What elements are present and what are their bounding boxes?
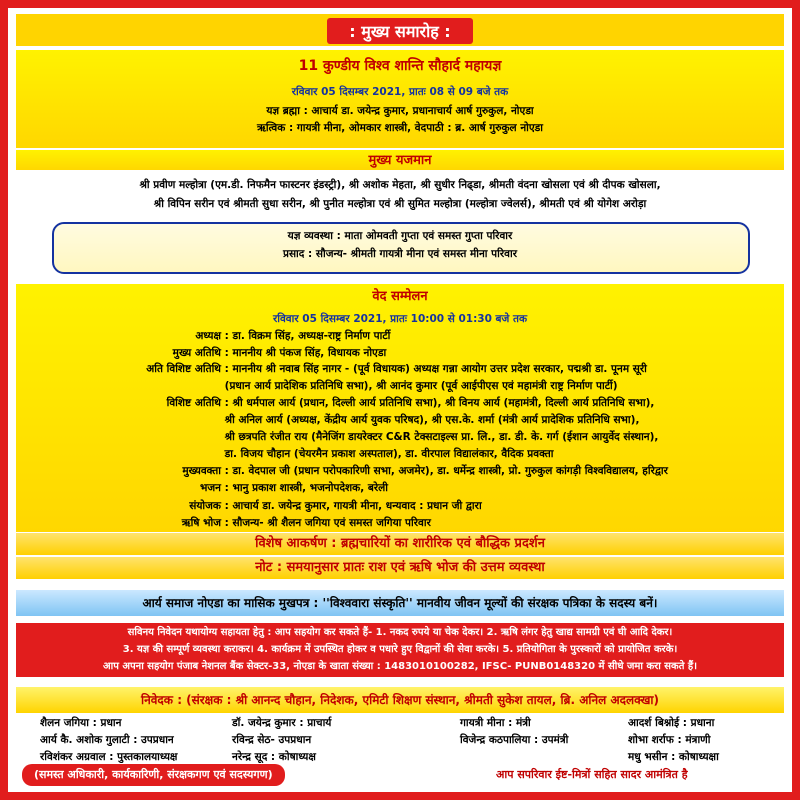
yajna-brahma-value: आचार्य डा. जयेन्द्र कुमार, प्रधानाचार्य आर्ष गुरुकुल, नोएडा: [311, 105, 534, 117]
ved-line: [16, 498, 784, 515]
ved-line-separator: :: [221, 330, 233, 342]
ved-line-value: आचार्य डा. जयेन्द्र कुमार, गायत्री मीना, धन्यवाद : प्रधान जी द्वारा: [232, 500, 482, 512]
note-strip: नोट : समयानुसार प्रातः राश एवं ऋषि भोज की उत्तम व्यवस्था: [16, 557, 784, 579]
yajna-date: रविवार 05 दिसम्बर 2021, प्रातः 08 से 09 बजे तक: [291, 86, 509, 98]
ved-line-value: डा. वेदपाल जी (प्रधान परोपकारिणी सभा, अजमेर), डा. धर्मेन्द्र शास्त्री, प्रो. गुरुकुल कांगड़ी विश्वविद्यालय, हरिद्वार: [232, 465, 668, 477]
arrangement-prasad-value: सौजन्य- श्रीमती गायत्री मीना एवं समस्त मीना परिवार: [315, 248, 518, 260]
ved-line-value: माननीय श्री पंकज सिंह, विधायक नोएडा: [232, 347, 387, 359]
yajna-ritvik-label: ऋत्विक: [256, 122, 286, 134]
ved-line-separator: :: [221, 397, 233, 409]
ved-line: [16, 378, 784, 395]
ved-line: [16, 345, 784, 362]
officer-entry: शोभा शर्राफ : मंत्राणी: [628, 734, 711, 746]
attraction-value: ब्रह्मचारियों का शारीरिक एवं बौद्धिक प्रदर्शन: [341, 536, 545, 551]
ved-line-label: संयोजक: [189, 500, 221, 512]
officer-entry: शैलन जगिया : प्रधान: [40, 717, 122, 729]
ved-line-label: अध्यक्ष: [195, 330, 221, 342]
ved-line-label: मुख्यवक्ता: [182, 465, 221, 477]
yajman-line-1: श्री प्रवीण मल्होत्रा (एम.डी. निफमैन फास्टनर इंडस्ट्री), श्री अशोक मेहता, श्री सुधीर निढ्डा, श्रीमती वंदना खोसला एवं श्री दीपक खोसला,: [139, 179, 661, 191]
ved-line: [16, 395, 784, 412]
ved-line: [16, 429, 784, 446]
ved-line: [16, 328, 784, 345]
ved-line-value: डा. विजय चौहान (चेयरमैन प्रकाश अस्पताल), डा. वीरपाल विद्यालंकार, वैदिक प्रवक्ता: [224, 448, 554, 460]
ved-line-value: भानु प्रकाश शास्त्री, भजनोपदेशक, बरेली: [232, 482, 388, 494]
footer-left-pill: (समस्त अधिकारी, कार्यकारिणी, संरक्षकगण एवं सदस्यगण): [22, 764, 285, 786]
ved-line: [16, 515, 784, 532]
ved-line: [16, 463, 784, 480]
officer-entry: आदर्श बिश्नोई : प्रधाना: [628, 717, 715, 729]
magazine-strip: आर्य समाज नोएडा का मासिक मुखपत्र : ''विश्ववारा संस्कृति'' मानवीय जीवन मूल्यों की संरक्षक पत्रिका के सदस्य बनें।: [16, 590, 784, 616]
arrangement-prasad-label: प्रसाद: [282, 248, 305, 260]
officer-entry: आर्य कै. अशोक गुलाटी : उपप्रधान: [40, 734, 174, 746]
officer-entry: रविन्द्र सेठ- उपप्रधान: [232, 734, 312, 746]
appeal-line-3: आप अपना सहयोग पंजाब नेशनल बैंक सेक्टर-33, नोएडा के खाता संख्या : 1483010100282, IFSC- PUNB0148320 में सीधे जमा करा सकते हैं।: [102, 661, 698, 672]
ved-line-separator: :: [221, 517, 233, 529]
ved-line-separator: :: [221, 500, 233, 512]
main-ceremony-header: [16, 14, 784, 46]
yajna-brahma-label: यज्ञ ब्रह्मा: [266, 105, 300, 117]
nivedak-strip: निवेदक : (संरक्षक : श्री आनन्द चौहान, निदेशक, एमिटी शिक्षण संस्थान, श्रीमती सुकेश तायल, ब्रि. अनिल अदलक्खा): [16, 687, 784, 713]
ved-line: [16, 480, 784, 497]
note-label: नोट: [255, 560, 273, 575]
officer-entry: गायत्री मीना : मंत्री: [460, 717, 531, 729]
arrangement-vyavastha-line: यज्ञ व्यवस्था : माता ओमवती गुप्ता एवं समस्त गुप्ता परिवार: [287, 230, 513, 242]
yajman-title: मुख्य यजमान: [368, 153, 432, 168]
ved-line: [16, 361, 784, 378]
arrangement-vyavastha-value: माता ओमवती गुप्ता एवं समस्त गुप्ता परिवार: [344, 230, 513, 242]
officer-entry: विजेन्द्र कठपालिया : उपमंत्री: [460, 734, 569, 746]
ved-line-value: सौजन्य- श्री शैलन जगिया एवं समस्त जगिया परिवार: [232, 517, 431, 529]
ved-line-value: श्री छत्रपति रंजीत राय (मैनेजिंग डायरेक्टर C&R टेक्सटाइल्स प्रा. लि., डा. डी. के. गर्ग (ईशान आयुर्वेद संस्थान),: [224, 431, 659, 443]
ved-line-value: श्री धर्मपाल आर्य (प्रधान, दिल्ली आर्य प्रतिनिधि सभा), श्री विनय आर्य (महामंत्री, दिल्ली आर्य प्रतिनिधि सभा),: [232, 397, 655, 409]
invitation-content: [16, 14, 784, 786]
ved-line: [16, 412, 784, 429]
ved-line-separator: :: [221, 482, 233, 494]
ved-line-label: ऋषि भोज: [181, 517, 221, 529]
ved-line-label: भजन: [200, 482, 221, 494]
yajna-title: 11 कुण्डीय विश्व शान्ति सौहार्द महायज्ञ: [298, 58, 502, 74]
officer-entry: मधु भसीन : कोषाध्यक्षा: [628, 751, 719, 763]
yajna-ritvik-value: गायत्री मीना, ओमकार शास्त्री, वेदपाठी : ब्र. आर्ष गुरुकुल नोएडा: [296, 122, 544, 134]
footer-right-text: आप सपरिवार ईष्ट-मित्रों सहित सादर आमंत्रित है: [484, 764, 700, 786]
ved-line: [16, 446, 784, 463]
ved-title: वेद सम्मेलन: [372, 289, 428, 304]
ved-line-value: डा. विक्रम सिंह, अध्यक्ष-राष्ट्र निर्माण पार्टी: [232, 330, 391, 342]
note-value: समयानुसार प्रातः राश एवं ऋषि भोज की उत्तम व्यवस्था: [286, 560, 545, 575]
appeal-line-1: सविनय निवेदन यथायोग्य सहायता हेतु : आप सहयोग कर सकते हैं- 1. नकद रुपये या चेक देकर। 2. ऋषि लंगर हेतु खाद्य सामग्री एवं घी आदि देकर।: [127, 627, 673, 638]
ved-date: रविवार 05 दिसम्बर 2021, प्रातः 10:00 से 01:30 बजे तक: [272, 313, 528, 325]
arrangement-prasad-line: प्रसाद : सौजन्य- श्रीमती गायत्री मीना एवं समस्त मीना परिवार: [282, 248, 518, 260]
ved-line-label: मुख्य अतिथि: [172, 347, 221, 359]
officer-entry: रविशंकर अग्रवाल : पुस्तकालयाध्यक्ष: [40, 751, 178, 763]
ved-line-label: विशिष्ट अतिथि: [166, 397, 221, 409]
appeal-line-2: 3. यज्ञ की सम्पूर्ण व्यवस्था कराकर। 4. कार्यक्रम में उपस्थित होकर व पधारे हुए विद्वानों की सेवा करके। 5. प्रतियोगिता के पुरस्कारों को प्रायोजित करके।: [122, 644, 678, 655]
ved-line-label: अति विशिष्ट अतिथि: [146, 363, 221, 375]
ved-line-value: श्री अनिल आर्य (अध्यक्ष, केंद्रीय आर्य युवक परिषद), श्री एस.के. शर्मा (मंत्री आर्य प्रादेशिक प्रतिनिधि सभा),: [224, 414, 640, 426]
ved-line-value: माननीय श्री नवाब सिंह नागर - (पूर्व विधायक) अध्यक्ष गन्ना आयोग उत्तर प्रदेश सरकार, पद्मश्री डा. पूनम सूरी: [232, 363, 647, 375]
attraction-label: विशेष आकर्षण: [255, 536, 327, 551]
yajman-line-2: श्री विपिन सरीन एवं श्रीमती सुधा सरीन, श्री पुनीत मल्होत्रा एवं श्री सुमित मल्होत्रा (मल्होत्रा ज्वेलर्स), श्रीमती एवं श्री योगेश अरोड़ा: [153, 198, 647, 210]
officer-entry: नरेन्द्र सूद : कोषाध्यक्ष: [232, 751, 316, 763]
main-ceremony-title: : मुख्य समारोह :: [327, 18, 472, 44]
officer-entry: डॉ. जयेन्द्र कुमार : प्राचार्य: [232, 717, 332, 729]
ved-line-value: (प्रधान आर्य प्रादेशिक प्रतिनिधि सभा), श्री आनंद कुमार (पूर्व आईपीएस एवं महामंत्री राष्ट्र निर्माण पार्टी): [224, 380, 618, 392]
ved-line-separator: :: [221, 465, 233, 477]
arrangement-vyavastha-label: यज्ञ व्यवस्था: [287, 230, 333, 242]
yajna-brahma-line: यज्ञ ब्रह्मा : आचार्य डा. जयेन्द्र कुमार, प्रधानाचार्य आर्ष गुरुकुल, नोएडा: [266, 105, 534, 117]
ved-line-separator: :: [221, 363, 233, 375]
yajna-ritvik-line: ऋत्विक : गायत्री मीना, ओमकार शास्त्री, वेदपाठी : ब्र. आर्ष गुरुकुल नोएडा: [256, 122, 544, 134]
attraction-strip: विशेष आकर्षण : ब्रह्मचारियों का शारीरिक एवं बौद्धिक प्रदर्शन: [16, 533, 784, 555]
ved-line-separator: :: [221, 347, 233, 359]
